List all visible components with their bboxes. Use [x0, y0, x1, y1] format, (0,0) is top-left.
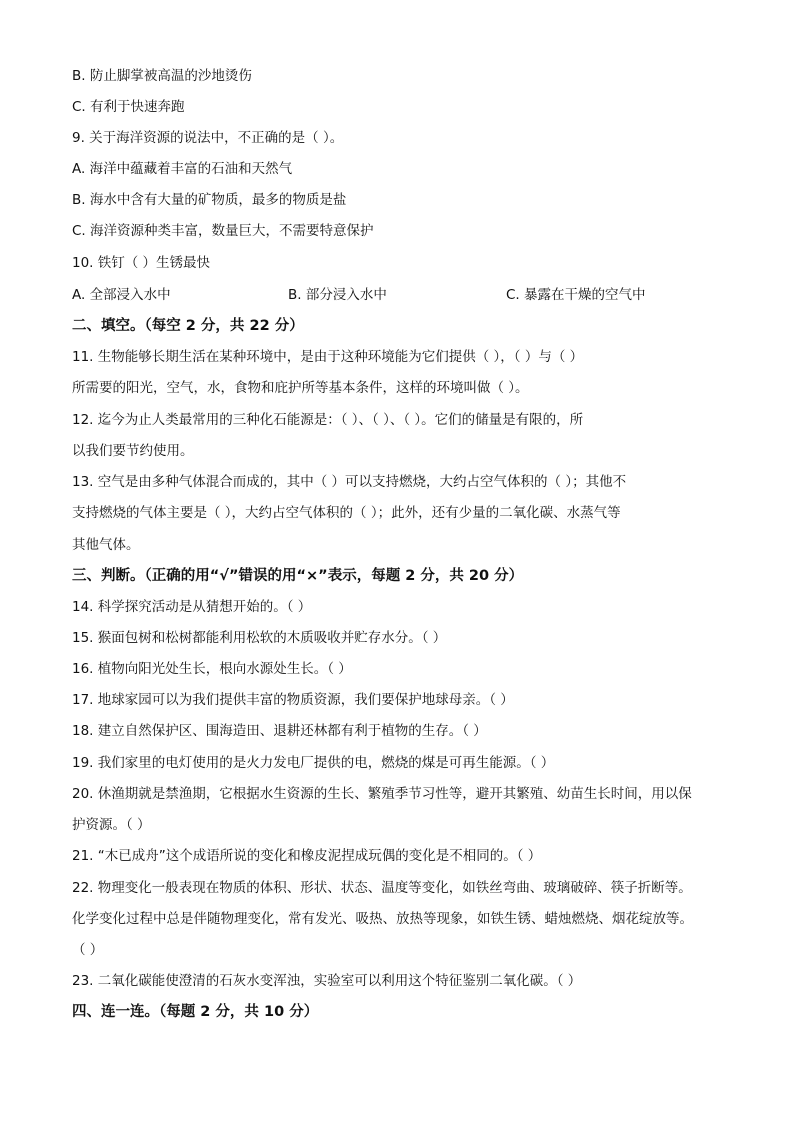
- section2-title: 二、填空。（每空 2 分，共 22 分）: [72, 318, 304, 334]
- q10-option-b: B. 部分浸入水中: [288, 287, 387, 303]
- q22-line3: （ ）: [72, 942, 104, 958]
- q18: 18. 建立自然保护区、围海造田、退耕还林都有利于植物的生存。（ ）: [72, 723, 487, 739]
- q8-option-c: C. 有利于快速奔跑: [72, 99, 185, 115]
- q13-line1: 13. 空气是由多种气体混合而成的，其中（ ）可以支持燃烧，大约占空气体积的（ ）；其他不: [72, 474, 627, 490]
- q11-line1: 11. 生物能够长期生活在某种环境中，是由于这种环境能为它们提供（ ），（ ）与（ ）: [72, 349, 584, 365]
- q11-line2: 所需要的阳光，空气，水，食物和庇护所等基本条件，这样的环境叫做（ ）。: [72, 380, 529, 396]
- q10-stem: 10. 铁钉（ ）生锈最快: [72, 255, 211, 271]
- q9-stem: 9. 关于海洋资源的说法中，不正确的是（ ）。: [72, 130, 344, 146]
- q9-option-c: C. 海洋资源种类丰富，数量巨大，不需要特意保护: [72, 223, 374, 239]
- q13-line3: 其他气体。: [72, 537, 140, 553]
- q23: 23. 二氧化碳能使澄清的石灰水变浑浊，实验室可以利用这个特征鉴别二氧化碳。（ ）: [72, 973, 582, 989]
- q19: 19. 我们家里的电灯使用的是火力发电厂提供的电，燃烧的煤是可再生能源。（ ）: [72, 755, 555, 771]
- q17: 17. 地球家园可以为我们提供丰富的物质资源，我们要保护地球母亲。（ ）: [72, 692, 514, 708]
- q9-option-b: B. 海水中含有大量的矿物质，最多的物质是盐: [72, 192, 347, 208]
- q22-line1: 22. 物理变化一般表现在物质的体积、形状、状态、温度等变化，如铁丝弯曲、玻璃破碎、筷子折断等。: [72, 880, 692, 896]
- q20-line2: 护资源。（ ）: [72, 817, 151, 833]
- q12-line2: 以我们要节约使用。: [72, 443, 194, 459]
- q21: 21. “木已成舟”这个成语所说的变化和橡皮泥捏成玩偶的变化是不相同的。（ ）: [72, 848, 542, 864]
- q13-line2: 支持燃烧的气体主要是（ ），大约占空气体积的（ ）；此外，还有少量的二氧化碳、水蒸气等: [72, 505, 621, 521]
- q12-line1: 12. 迄今为止人类最常用的三种化石能源是：（ ）、（ ）、（ ）。它们的储量是有限的，所: [72, 412, 584, 428]
- section4-title: 四、连一连。（每题 2 分，共 10 分）: [72, 1004, 319, 1020]
- q10-option-a: A. 全部浸入水中: [72, 287, 171, 303]
- q14: 14. 科学探究活动是从猜想开始的。（ ）: [72, 599, 312, 615]
- q15: 15. 猴面包树和松树都能利用松软的木质吸收并贮存水分。（ ）: [72, 630, 447, 646]
- section3-title: 三、判断。（正确的用“√”错误的用“×”表示，每题 2 分，共 20 分）: [72, 568, 524, 584]
- q22-line2: 化学变化过程中总是伴随物理变化，常有发光、吸热、放热等现象，如铁生锈、蜡烛燃烧、烟花绽放等。: [72, 911, 693, 927]
- q8-option-b: B. 防止脚掌被高温的沙地烫伤: [72, 68, 252, 84]
- q10-option-c: C. 暴露在干燥的空气中: [506, 287, 646, 303]
- q16: 16. 植物向阳光处生长，根向水源处生长。（ ）: [72, 661, 352, 677]
- q9-option-a: A. 海洋中蕴藏着丰富的石油和天然气: [72, 161, 293, 177]
- q20-line1: 20. 休渔期就是禁渔期，它根据水生资源的生长、繁殖季节习性等，避开其繁殖、幼苗生长时间，用以保: [72, 786, 692, 802]
